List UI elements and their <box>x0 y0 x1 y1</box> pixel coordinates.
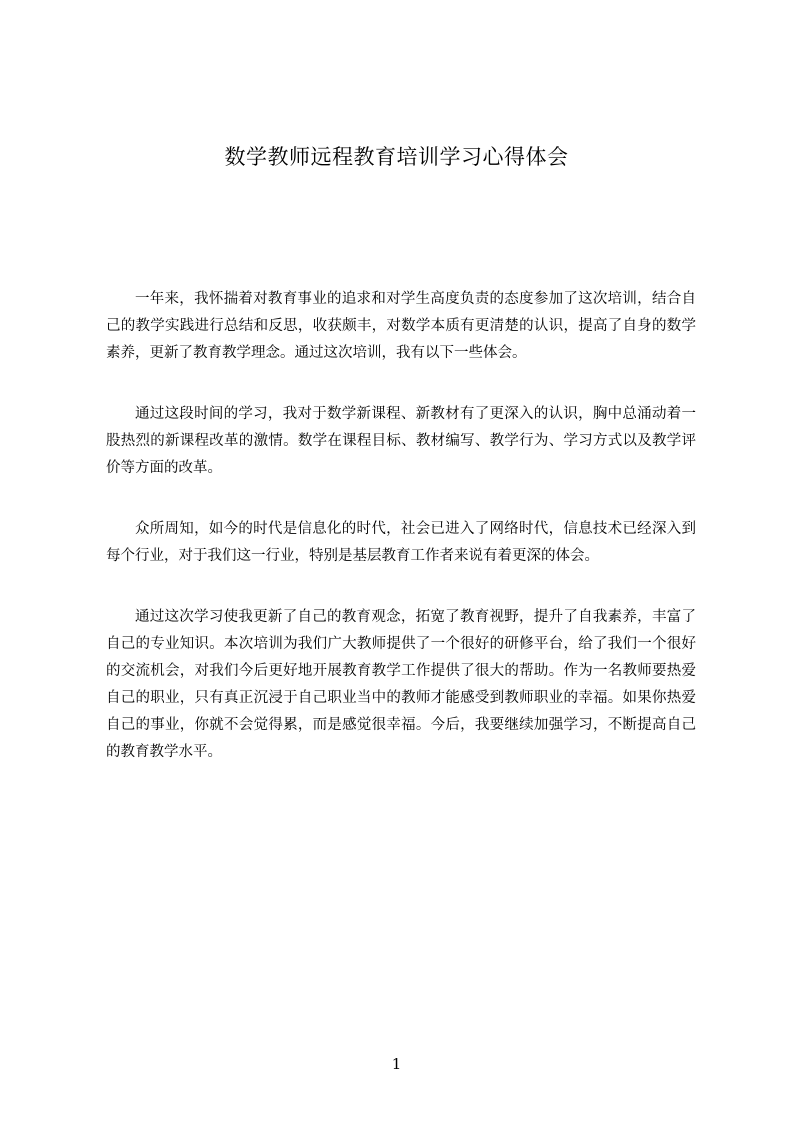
paragraph-2: 通过这段时间的学习，我对于数学新课程、新教材有了更深入的认识，胸中总涌动着一股热烈的新课程改革的激情。数学在课程目标、教材编写、教学行为、学习方式以及教学评价等方面的改革。 <box>106 406 696 476</box>
document-body <box>106 286 696 800</box>
document-title: 数学教师远程教育培训学习心得体会 <box>224 145 569 169</box>
paragraph-3: 众所周知，如今的时代是信息化的时代，社会已进入了网络时代，信息技术已经深入到每个行业，对于我们这一行业，特别是基层教育工作者来说有着更深的体会。 <box>106 521 696 564</box>
paragraph-1: 一年来，我怀揣着对教育事业的追求和对学生高度负责的态度参加了这次培训，结合自己的教学实践进行总结和反思，收获颇丰，对数学本质有更清楚的认识，提高了自身的数学素养，更新了教育教学理念。通过这次培训，我有以下一些体会。 <box>106 291 696 361</box>
page-number: 1 <box>391 1055 402 1073</box>
paragraph-4: 通过这次学习使我更新了自己的教育观念，拓宽了教育视野，提升了自我素养，丰富了自己的专业知识。本次培训为我们广大教师提供了一个很好的研修平台，给了我们一个很好的交流机会，对我们今后更好地开展教育教学工作提供了很大的帮助。作为一名教师要热爱自己的职业，只有真正沉浸于自己职业当中的教师才能感受到教师职业的幸福。如果你热爱自己的事业，你就不会觉得累，而是感觉很幸福。今后，我要继续加强学习，不断提高自己的教育教学水平。 <box>106 609 696 760</box>
